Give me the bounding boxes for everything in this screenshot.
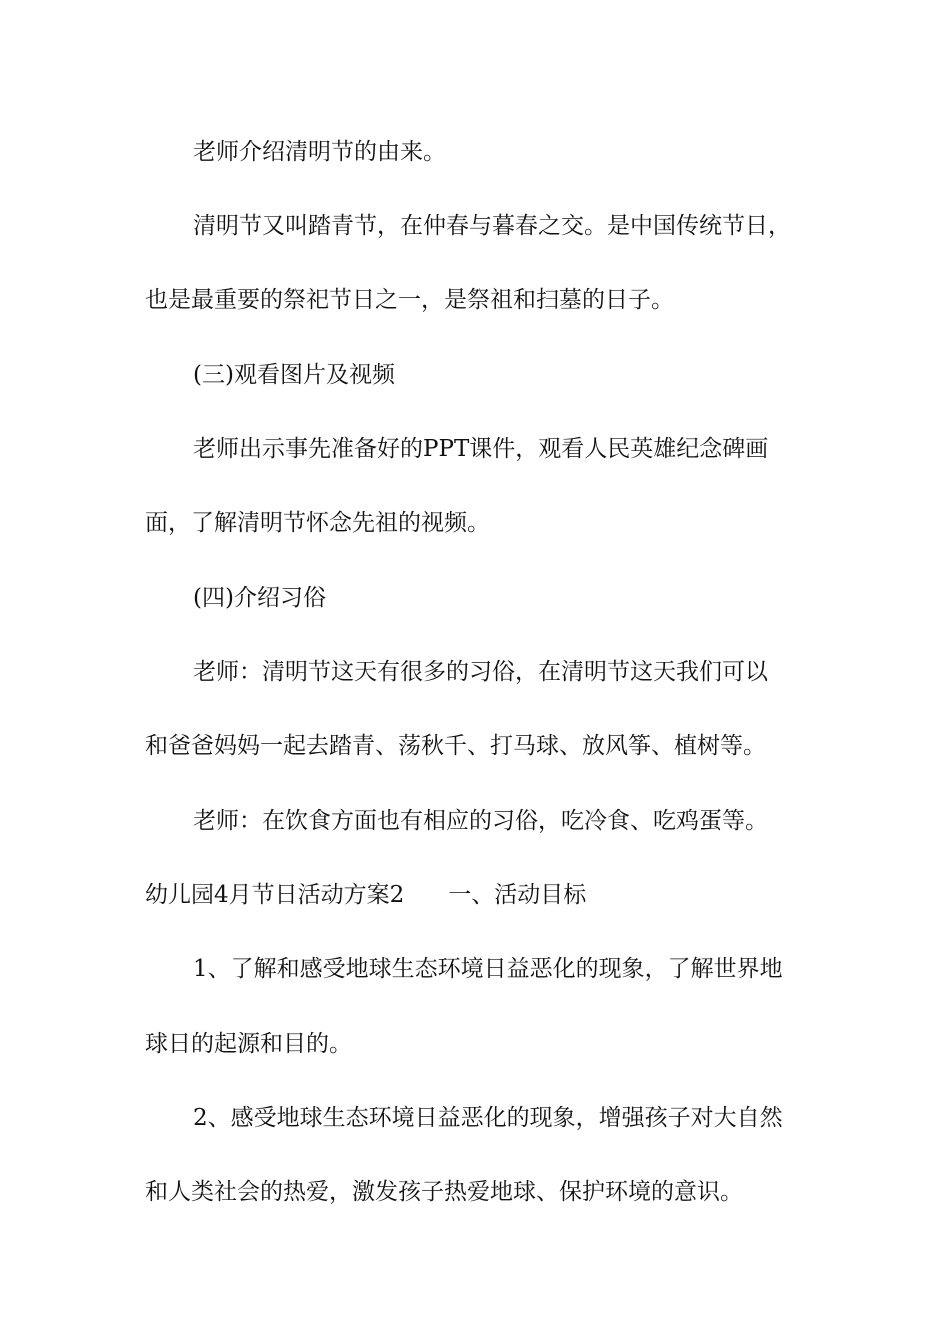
goal-2-line-2: 和人类社会的热爱，激发孩子热爱地球、保护环境的意识。: [145, 1179, 743, 1205]
goal-1-line-2: 球日的起源和目的。: [145, 1031, 352, 1057]
heading-watch-pictures: (三)观看图片及视频: [193, 362, 395, 388]
paragraph-teacher-intro: 老师介绍清明节的由来。: [193, 139, 446, 165]
paragraph-customs-line-2: 和爸爸妈妈一起去踏青、荡秋千、打马球、放风筝、植树等。: [145, 733, 766, 759]
paragraph-qingming-line-2: 也是最重要的祭祀节日之一，是祭祖和扫墓的日子。: [145, 287, 674, 313]
goal-1-line-1: 1、了解和感受地球生态环境日益恶化的现象，了解世界地: [193, 956, 783, 982]
paragraph-ppt-line-2: 面，了解清明节怀念先祖的视频。: [145, 510, 490, 536]
goal-2-line-1: 2、感受地球生态环境日益恶化的现象，增强孩子对大自然: [193, 1105, 783, 1131]
section-subtitle: 一、活动目标: [448, 882, 587, 908]
paragraph-ppt-line-1: 老师出示事先准备好的PPT课件，观看人民英雄纪念碑画: [193, 436, 769, 462]
heading-introduce-customs: (四)介绍习俗: [193, 585, 326, 611]
paragraph-qingming-line-1: 清明节又叫踏青节，在仲春与暮春之交。是中国传统节日，: [193, 213, 791, 239]
paragraph-food-customs: 老师：在饮食方面也有相应的习俗，吃冷食、吃鸡蛋等。: [193, 808, 768, 834]
section-heading: [145, 880, 586, 910]
section-title: 幼儿园4月节日活动方案2: [145, 882, 405, 908]
paragraph-customs-line-1: 老师：清明节这天有很多的习俗，在清明节这天我们可以: [193, 659, 768, 685]
